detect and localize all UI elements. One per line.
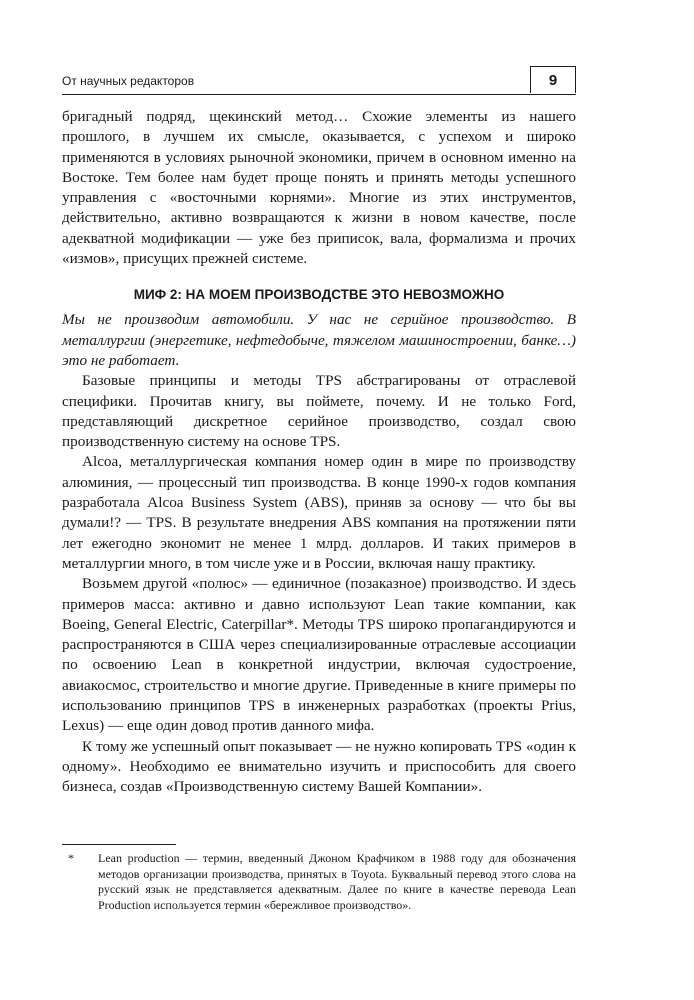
intro-paragraph: бригадный подряд, щекинский метод… Схожие элементы из нашего прошлого, в лучшем их смысле, оказывается, с успехом и широко применяются в условиях рыночной экономики, причем в основном именно на Востоке. Тем более нам будет проще понять и принять методы успешного управления с «восточными корнями». Многие из этих инструментов, действительно, активно возвращаются к жизни в новом качестве, после адекватной модификации — уже без приписок, вала, формализма и прочих «измов», присущих прежней системе.: [62, 108, 576, 268]
paragraph-4: К тому же успешный опыт показывает — не нужно копировать TPS «один к одному». Необходимо ее внимательно изучить и приспособить для своего бизнеса, создав «Производственную систему Вашей Компании».: [62, 737, 576, 796]
footnote-text: Lean production — термин, введенный Джоном Крафчиком в 1988 году для обозначения методов организации производства, принятых в Toyota. Буквальный перевод этого слова на русский язык не представляется адекватным. Далее по книге в качестве перевода Lean Production используется термин «бережливое производство».: [98, 851, 576, 912]
footnote-marker: *: [68, 851, 74, 865]
running-title: От научных редакторов: [62, 74, 195, 88]
paragraph-3: Возьмем другой «полюс» — единичное (позаказное) производство. И здесь примеров масса: активно и давно используют Lean такие компании, как Boeing, General Electric, Caterpillar*. Методы TPS широко пропагандируются и распространяются в США через специализированные отраслевые ассоциации по освоению Lean в конкретной индустрии, включая судостроение, авиакосмос, строительство и многие другие. Приведенные в книге примеры по использованию принципов TPS в инженерных разработках (проекты Prius, Lexus) — еще один довод против данного мифа.: [62, 575, 576, 735]
epigraph: Мы не производим автомобили. У нас не серийное производство. В металлургии (энергетике, нефтедобыче, тяжелом машиностроении, банке…) это не работает.: [62, 311, 576, 369]
footnote-divider: [62, 844, 176, 845]
page-header: [62, 66, 576, 95]
footnote: [62, 851, 576, 913]
page-number: 9: [530, 66, 576, 93]
paragraph-2: Alcoa, металлургическая компания номер один в мире по производству алюминия, — процессный тип производства. В конце 1990-х годов компания разработала Alcoa Business System (ABS), приняв за основу — что бы вы думали!? — TPS. В результате внедрения ABS компания на протяжении пяти лет ежегодно экономит не менее 1 млрд. долларов. И таких примеров в металлургии много, в том числе уже и в России, включая нашу практику.: [62, 453, 576, 572]
section-title: МИФ 2: НА МОЕМ ПРОИЗВОДСТВЕ ЭТО НЕВОЗМОЖНО: [133, 287, 505, 303]
paragraph-1: Базовые принципы и методы TPS абстрагированы от отраслевой специфики. Прочитав книгу, вы поймете, почему. И не только Ford, представляющий дискретное серийное производство, создал свою производственную систему на основе TPS.: [62, 372, 576, 451]
page-body: [62, 107, 576, 798]
